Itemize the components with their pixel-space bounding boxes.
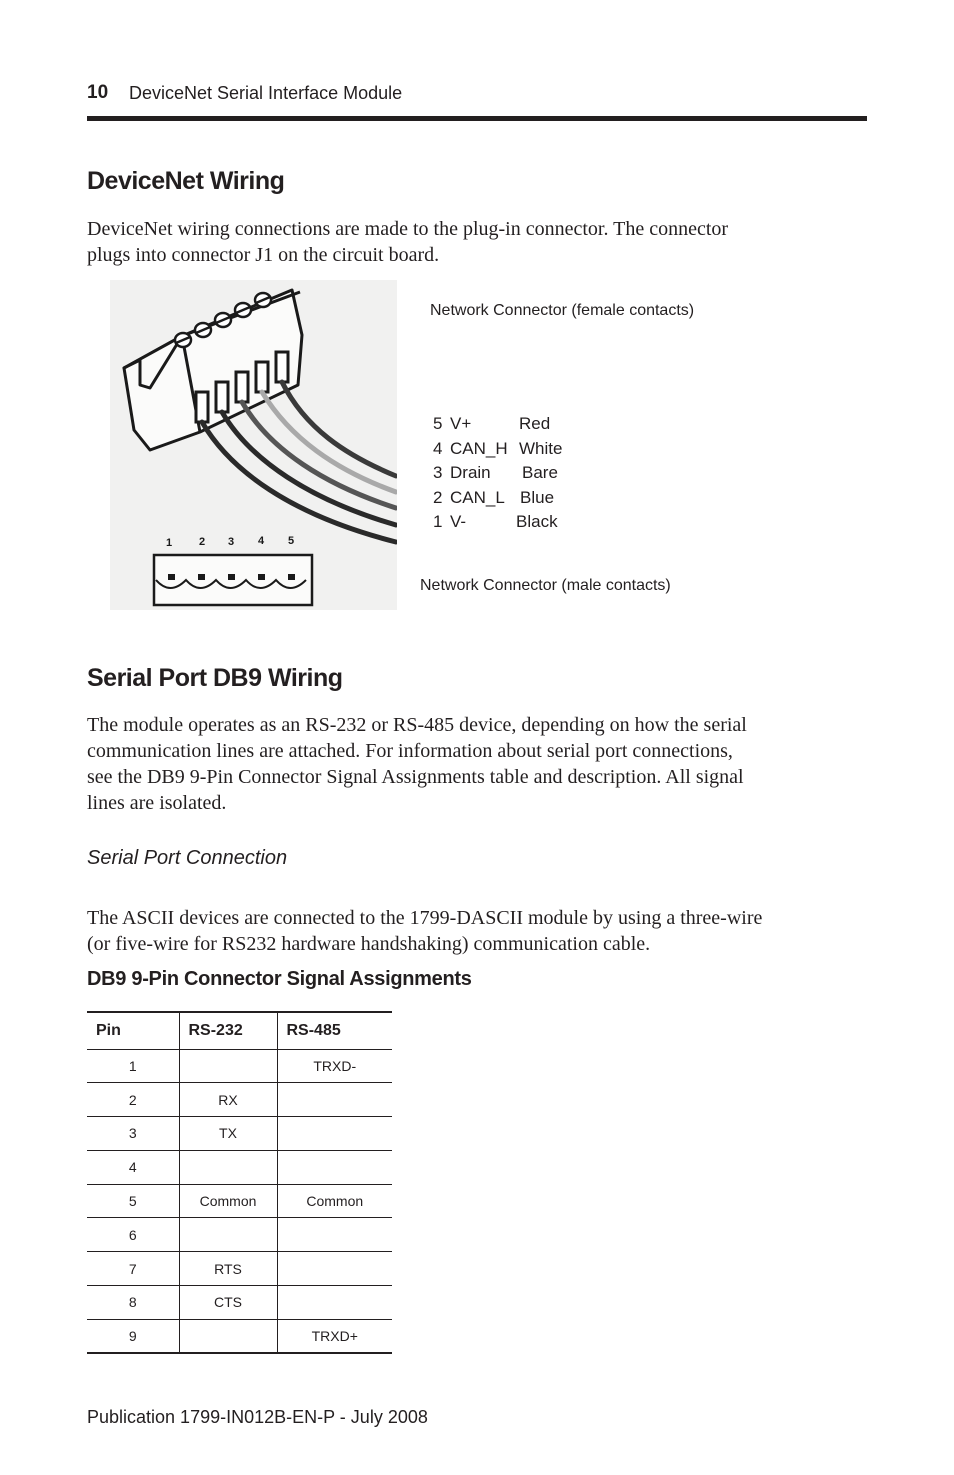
pin-number-label: 5 <box>288 535 295 547</box>
devicenet-heading: DeviceNet Wiring <box>87 167 285 195</box>
paragraph-line: (or five-wire for RS232 hardware handshaking) communication cable. <box>87 933 651 955</box>
paragraph-line: plugs into connector J1 on the circuit board. <box>87 244 440 266</box>
serial-subheading: Serial Port Connection <box>87 847 288 869</box>
column-header: Pin <box>87 1012 179 1049</box>
serial-paragraph <box>87 712 872 816</box>
paragraph-line: The ASCII devices are connected to the 1799-DASCII module by using a three-wire <box>87 907 763 929</box>
table-row <box>87 1150 392 1184</box>
rs232-cell: CTS <box>179 1286 277 1320</box>
rs485-cell <box>277 1150 392 1184</box>
pin-cell: 1 <box>87 1049 179 1083</box>
paragraph-line: communication lines are attached. For information about serial port connections, <box>87 740 733 762</box>
pin-signal: Drain <box>450 463 491 482</box>
running-header <box>87 82 867 122</box>
rs485-cell <box>277 1218 392 1252</box>
pin-number: 3 <box>433 463 443 482</box>
pin-cell: 6 <box>87 1218 179 1252</box>
paragraph-line: lines are isolated. <box>87 792 227 814</box>
rs485-cell: TRXD+ <box>277 1319 392 1353</box>
paragraph-line: The module operates as an RS-232 or RS-485 device, depending on how the serial <box>87 714 747 736</box>
paragraph-line: DeviceNet wiring connections are made to the plug-in connector. The connector <box>87 218 729 240</box>
rs232-cell <box>179 1218 277 1252</box>
wire-color: Black <box>516 512 558 531</box>
running-title: DeviceNet Serial Interface Module <box>129 83 403 103</box>
pin-cell: 4 <box>87 1150 179 1184</box>
serial-heading: Serial Port DB9 Wiring <box>87 664 343 692</box>
table-title: DB9 9-Pin Connector Signal Assignments <box>87 968 472 990</box>
pin-number: 1 <box>433 512 443 531</box>
rs485-cell: Common <box>277 1184 392 1218</box>
pin-number-label: 4 <box>258 535 265 547</box>
rs485-cell <box>277 1117 392 1151</box>
pin-cell: 2 <box>87 1083 179 1117</box>
pin-number: 5 <box>433 414 443 433</box>
pin-cell: 5 <box>87 1184 179 1218</box>
rs232-cell <box>179 1150 277 1184</box>
rs485-cell <box>277 1252 392 1286</box>
table-row <box>87 1286 392 1320</box>
rs485-cell <box>277 1083 392 1117</box>
pin-signal: CAN_L <box>450 487 505 507</box>
devicenet-paragraph <box>87 216 872 268</box>
page-number: 10 <box>87 82 109 103</box>
pin-cell: 7 <box>87 1252 179 1286</box>
rs232-cell <box>179 1319 277 1353</box>
rs232-cell <box>179 1049 277 1083</box>
rs232-cell: RX <box>179 1083 277 1117</box>
publication-footer: Publication 1799-IN012B-EN-P - July 2008 <box>87 1407 428 1427</box>
table-row <box>87 1218 392 1252</box>
table-row <box>87 1319 392 1353</box>
pin-cell: 8 <box>87 1286 179 1320</box>
table-row <box>87 1184 392 1218</box>
pin-number-label: 3 <box>228 536 235 548</box>
male-connector-label: Network Connector (male contacts) <box>420 577 671 594</box>
table-row <box>87 1049 392 1083</box>
connector-figure <box>110 280 397 610</box>
wire-color: Red <box>519 414 551 433</box>
column-header: RS-232 <box>179 1012 277 1049</box>
column-header: RS-485 <box>277 1012 392 1049</box>
signal-assignments-table <box>87 1011 392 1354</box>
rs485-cell <box>277 1286 392 1320</box>
table-row <box>87 1083 392 1117</box>
pin-cell: 9 <box>87 1319 179 1353</box>
pin-number: 2 <box>433 487 443 507</box>
pin-number-label: 2 <box>199 536 206 548</box>
wire-color: Bare <box>522 463 558 482</box>
pin-number: 4 <box>433 438 443 458</box>
header-rule <box>87 116 867 121</box>
wire-color: White <box>519 438 563 458</box>
connector-illustration <box>110 280 397 610</box>
pin-signal: V+ <box>450 414 472 433</box>
pin-signal: CAN_H <box>450 438 508 458</box>
wire-color: Blue <box>520 487 555 507</box>
serial-paragraph-2 <box>87 905 872 957</box>
rs232-cell: Common <box>179 1184 277 1218</box>
table-header-row <box>87 1012 392 1049</box>
pin-signal: V- <box>450 512 467 531</box>
rs232-cell: TX <box>179 1117 277 1151</box>
male-pin-numbers <box>166 535 294 549</box>
paragraph-line: see the DB9 9-Pin Connector Signal Assignments table and description. All signal <box>87 766 744 788</box>
table-row <box>87 1117 392 1151</box>
table-row <box>87 1252 392 1286</box>
rs485-cell: TRXD- <box>277 1049 392 1083</box>
rs232-cell: RTS <box>179 1252 277 1286</box>
pin-number-label: 1 <box>166 537 173 549</box>
female-connector-label: Network Connector (female contacts) <box>430 302 695 319</box>
pin-cell: 3 <box>87 1117 179 1151</box>
